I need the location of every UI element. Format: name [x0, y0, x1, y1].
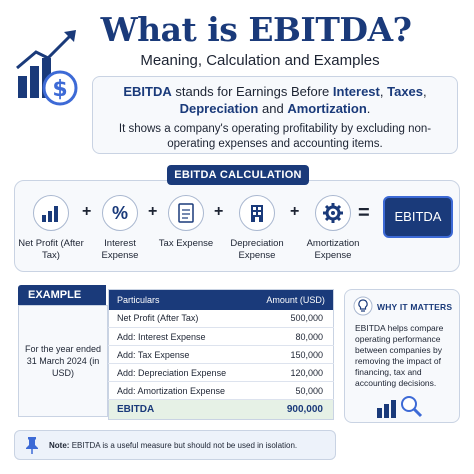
stands-for-text: stands for Earnings Before	[175, 84, 330, 99]
row-particular: Add: Amortization Expense	[109, 382, 259, 400]
equals-sign: =	[358, 202, 370, 224]
total-particular: EBITDA	[109, 400, 259, 420]
term-taxes: Taxes	[387, 84, 424, 99]
row-amount: 80,000	[258, 328, 333, 346]
table-row	[109, 328, 334, 346]
row-particular: Add: Tax Expense	[109, 346, 259, 364]
note-label: Note:	[49, 440, 70, 450]
table-row	[109, 364, 334, 382]
note-body: EBITDA is a useful measure but should not be used in isolation.	[71, 440, 298, 450]
example-period-note	[18, 305, 108, 417]
tax-document-icon	[177, 203, 195, 223]
row-particular: Net Profit (After Tax)	[109, 310, 259, 328]
row-amount: 500,000	[258, 310, 333, 328]
period-text: .	[366, 101, 371, 116]
calc-item-label: Tax Expense	[158, 238, 214, 249]
page-subtitle: Meaning, Calculation and Examples	[140, 52, 380, 69]
definition-line	[103, 83, 447, 117]
column-header-amount: Amount (USD)	[258, 290, 333, 310]
growth-dollar-icon	[14, 26, 84, 108]
total-row	[109, 400, 334, 420]
plus-sign: +	[290, 203, 300, 220]
plus-sign: +	[82, 203, 92, 220]
calc-item-label: Amortization Expense	[306, 238, 360, 261]
svg-text:$: $	[52, 77, 68, 102]
term-ebitda: EBITDA	[123, 84, 172, 99]
table-row	[109, 310, 334, 328]
calc-item-net-profit	[16, 195, 86, 262]
and-text: and	[261, 101, 284, 116]
comma-1: ,	[379, 84, 384, 99]
building-icon	[248, 203, 266, 223]
calc-item-interest	[85, 195, 158, 262]
calc-item-label: Net Profit (After Tax)	[18, 238, 84, 261]
example-table	[108, 289, 334, 420]
row-amount: 150,000	[258, 346, 333, 364]
bar-chart-icon	[40, 203, 62, 223]
plus-sign: +	[214, 203, 224, 220]
term-depreciation: Depreciation	[179, 101, 259, 116]
magnifier-chart-icon	[375, 394, 429, 418]
calc-item-depreciation	[222, 195, 292, 262]
note-text	[49, 441, 297, 450]
lightbulb-icon	[353, 296, 373, 318]
calc-item-label: Interest Expense	[101, 238, 139, 261]
why-title: WHY IT MATTERS	[377, 302, 453, 312]
why-text: EBITDA helps compare operating performance between companies by removing the impact of financing, tax and accounting decisions.	[355, 323, 444, 388]
comma-2: ,	[423, 84, 427, 99]
note-bar	[14, 430, 336, 460]
definition-explanation: It shows a company's operating profitability by excluding non-operating expenses and accounting items.	[118, 123, 432, 150]
table-row	[109, 382, 334, 400]
period-note-text: For the year ended 31 March 2024 (in USD)	[24, 344, 102, 378]
gear-icon	[322, 202, 344, 224]
row-amount: 120,000	[258, 364, 333, 382]
definition-box	[92, 76, 458, 154]
total-amount: 900,000	[258, 400, 333, 420]
row-particular: Add: Interest Expense	[109, 328, 259, 346]
column-header-particulars: Particulars	[109, 290, 259, 310]
example-heading: EXAMPLE	[18, 285, 106, 305]
plus-sign: +	[148, 203, 158, 220]
table-row	[109, 346, 334, 364]
calc-item-tax	[151, 195, 224, 250]
page-title: What is EBITDA?	[100, 10, 412, 49]
percent-icon: %	[111, 202, 128, 223]
ebitda-result: EBITDA	[383, 196, 453, 238]
pin-icon	[25, 436, 39, 454]
term-interest: Interest	[332, 84, 380, 99]
calc-item-label: Depreciation Expense	[230, 238, 284, 261]
why-it-matters-panel	[344, 289, 460, 423]
row-particular: Add: Depreciation Expense	[109, 364, 259, 382]
calculation-heading: EBITDA CALCULATION	[167, 165, 309, 185]
term-amortization: Amortization	[287, 101, 367, 116]
row-amount: 50,000	[258, 382, 333, 400]
